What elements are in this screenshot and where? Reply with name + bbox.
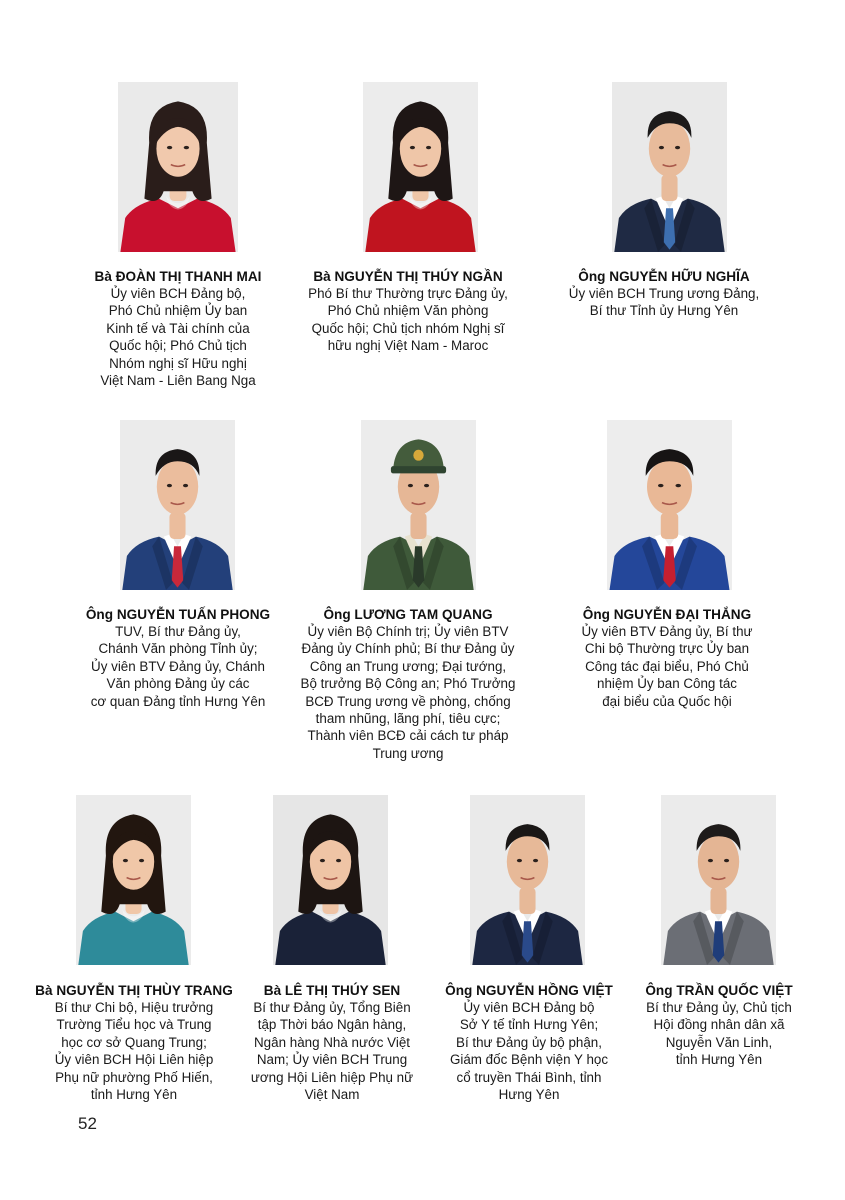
person-name: Bà ĐOÀN THỊ THANH MAI xyxy=(94,269,262,284)
role-line: Phó Chủ nhiệm Ủy ban xyxy=(108,303,248,319)
person-name: Ông NGUYỄN HỮU NGHĨA xyxy=(578,269,750,284)
role-line: Việt Nam xyxy=(304,1087,360,1103)
role-line: Ủy viên BCH Đảng bộ xyxy=(463,1000,595,1015)
role-line: Ủy viên BTV Đảng ủy, Bí thư xyxy=(581,624,753,639)
portrait-photo xyxy=(120,420,235,590)
portrait-photo xyxy=(470,795,585,965)
portrait-illustration xyxy=(76,795,191,965)
role-line: Nguyễn Văn Linh, xyxy=(665,1034,773,1050)
portrait-photo xyxy=(661,795,776,965)
role-line: tập Thời báo Ngân hàng, xyxy=(257,1017,407,1033)
role-line: cổ truyền Thái Bình, tỉnh xyxy=(456,1069,602,1085)
role-line: tỉnh Hưng Yên xyxy=(675,1052,763,1068)
role-line: Ủy viên BCH Hội Liên hiệp xyxy=(54,1052,214,1068)
role-line: Bí thư Chi bộ, Hiệu trưởng xyxy=(54,1000,214,1015)
portrait-photo xyxy=(273,795,388,965)
role-line: Trung ương xyxy=(372,745,444,761)
person-name: Ông NGUYỄN HỒNG VIỆT xyxy=(445,983,613,998)
role-line: Giám đốc Bệnh viện Y học xyxy=(449,1052,609,1068)
role-line: Kinh tế và Tài chính của xyxy=(106,320,250,336)
role-line: Bí thư Đảng ủy, Tổng Biên xyxy=(253,1000,411,1015)
person-role xyxy=(258,285,558,355)
role-line: ương Hội Liên hiệp Phụ nữ xyxy=(250,1069,414,1085)
role-line: Nam; Ủy viên BCH Trung xyxy=(256,1052,408,1068)
portrait-photo xyxy=(607,420,732,590)
role-line: Ngân hàng Nhà nước Việt xyxy=(254,1034,410,1050)
role-line: Chánh Văn phòng Tỉnh ủy; xyxy=(98,641,258,657)
role-line: hữu nghị Việt Nam - Maroc xyxy=(327,338,489,354)
role-line: TUV, Bí thư Đảng ủy, xyxy=(115,624,241,639)
role-line: Phó Chủ nhiệm Văn phòng xyxy=(327,303,489,319)
role-line: Quốc hội; Chủ tịch nhóm Nghị sĩ xyxy=(311,320,505,336)
role-line: Thành viên BCĐ cải cách tư pháp xyxy=(307,728,509,744)
portrait-illustration xyxy=(661,795,776,965)
role-line: Công tác đại biểu, Phó Chủ xyxy=(585,658,749,674)
role-line: học cơ sở Quang Trung; xyxy=(61,1034,207,1050)
portrait-photo xyxy=(76,795,191,965)
person-name: Ông NGUYỄN ĐẠI THẮNG xyxy=(582,607,752,622)
portrait-illustration xyxy=(120,420,235,590)
portrait-photo xyxy=(612,82,727,252)
portrait-illustration xyxy=(361,420,476,590)
role-line: nhiệm Ủy ban Công tác xyxy=(597,676,737,692)
portrait-illustration xyxy=(607,420,732,590)
role-line: BCĐ Trung ương về phòng, chống xyxy=(305,693,511,709)
portrait-illustration xyxy=(612,82,727,252)
person-name: Bà NGUYỄN THỊ THÚY NGẦN xyxy=(313,269,503,284)
role-line: Ủy viên BCH Đảng bộ, xyxy=(110,286,246,301)
role-line: Bí thư Đảng ủy, Chủ tịch xyxy=(646,1000,792,1015)
role-line: tham nhũng, lãng phí, tiêu cực; xyxy=(315,711,501,727)
role-line: Hưng Yên xyxy=(498,1087,560,1103)
role-line: Ủy viên Bộ Chính trị; Ủy viên BTV xyxy=(307,624,509,639)
role-line: Ủy viên BTV Đảng ủy, Chánh xyxy=(91,658,265,674)
role-line: Bộ trưởng Bộ Công an; Phó Trưởng xyxy=(300,676,516,692)
person-name: Ông LƯƠNG TAM QUANG xyxy=(323,607,493,622)
portrait-illustration xyxy=(363,82,478,252)
role-line: Sở Y tế tỉnh Hưng Yên; xyxy=(459,1017,599,1033)
portrait-illustration xyxy=(273,795,388,965)
portrait-illustration xyxy=(118,82,238,252)
role-line: Phó Bí thư Thường trực Đảng ủy, xyxy=(308,286,508,301)
role-line: Bí thư Tỉnh ủy Hưng Yên xyxy=(589,303,739,319)
portrait-photo xyxy=(363,82,478,252)
portrait-photo xyxy=(361,420,476,590)
role-line: Chi bộ Thường trực Ủy ban xyxy=(584,641,750,657)
person-role xyxy=(517,623,817,710)
role-line: Phụ nữ phường Phố Hiến, xyxy=(55,1069,213,1085)
role-line: Trường Tiểu học và Trung xyxy=(56,1017,212,1033)
person-role xyxy=(569,999,845,1069)
role-line: Bí thư Đảng ủy bộ phận, xyxy=(456,1034,602,1050)
role-line: Hội đồng nhân dân xã xyxy=(653,1017,785,1033)
role-line: Ủy viên BCH Trung ương Đảng, xyxy=(568,286,760,301)
person-name: Bà LÊ THỊ THÚY SEN xyxy=(263,983,401,998)
person-name: Ông NGUYỄN TUẤN PHONG xyxy=(85,607,271,622)
person-name: Bà NGUYỄN THỊ THÙY TRANG xyxy=(35,983,233,998)
role-line: Văn phòng Đảng ủy các xyxy=(106,676,250,692)
role-line: đại biểu của Quốc hội xyxy=(602,693,732,709)
role-line: tỉnh Hưng Yên xyxy=(90,1087,178,1103)
role-line: cơ quan Đảng tỉnh Hưng Yên xyxy=(90,693,266,709)
person-name: Ông TRẦN QUỐC VIỆT xyxy=(645,983,793,998)
role-line: Quốc hội; Phó Chủ tịch xyxy=(109,338,247,354)
role-line: Công an Trung ương; Đại tướng, xyxy=(309,658,507,674)
role-line: Việt Nam - Liên Bang Nga xyxy=(100,373,256,389)
portrait-illustration xyxy=(470,795,585,965)
role-line: Đảng ủy Chính phủ; Bí thư Đảng ủy xyxy=(301,641,515,657)
person-role xyxy=(258,623,558,762)
person-role xyxy=(514,285,814,320)
page-number: 52 xyxy=(78,1114,97,1133)
role-line: Nhóm nghị sĩ Hữu nghị xyxy=(109,355,247,371)
portrait-photo xyxy=(118,82,238,252)
